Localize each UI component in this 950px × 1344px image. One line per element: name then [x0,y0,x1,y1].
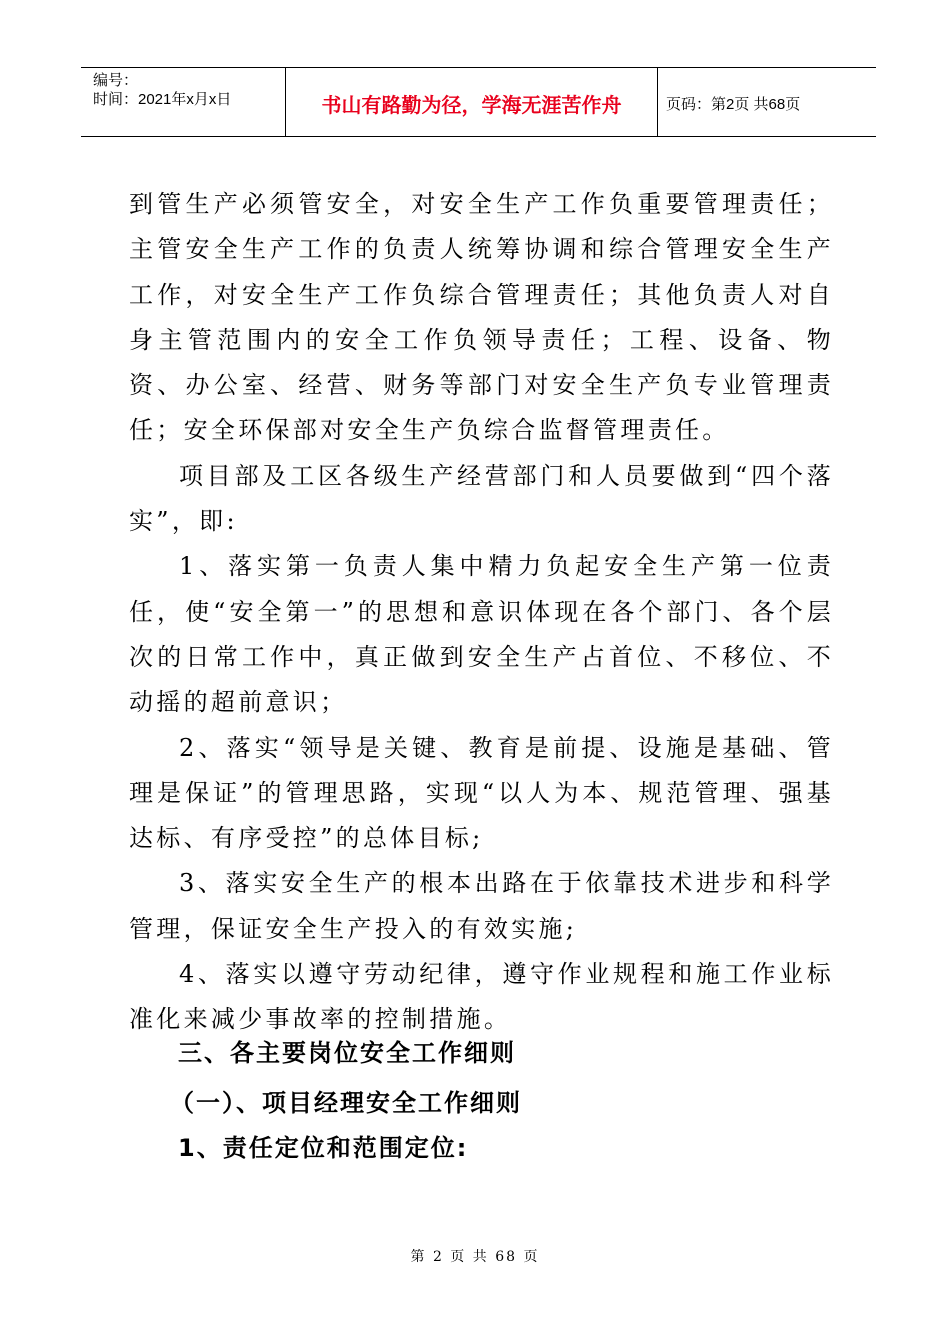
paragraph: 2、落实“领导是关键、教育是前提、设施是基础、管理是保证”的管理思路，实现“以人为本、规范管理、强基达标、有序受控”的总体目标; [129,733,834,853]
paragraph: 3、落实安全生产的根本出路在于依靠技术进步和科学管理，保证安全生产投入的有效实施; [129,869,834,943]
header-page-info: 页码：第2页 共68页 [666,95,801,113]
page-header [81,67,876,137]
header-meta [81,68,286,136]
section-heading: 三、各主要岗位安全工作细则 [178,1039,516,1067]
document-number-label: 编号： [93,72,139,89]
page-footer: 第 2 页 共 68 页 [410,1249,540,1265]
document-date: 时间：2021年x月x日 [93,91,232,108]
subsection-heading: （一）、项目经理安全工作细则 [170,1089,522,1117]
clause-heading: 1、责任定位和范围定位: [178,1134,469,1162]
header-motto: 书山有路勤为径，学海无涯苦作舟 [286,68,658,136]
paragraph: 到管生产必须管安全，对安全生产工作负重要管理责任；主管安全生产工作的负责人统筹协调和综合管理安全生产工作，对安全生产工作负综合管理责任；其他负责人对自身主管范围内的安全工作负领导责任；工程、设备、物资、办公室、经营、财务等部门对安全生产负专业管理责任；安全环保部对安全生产负综合监督管理责任。 [129,190,834,445]
document-body [129,182,834,1043]
paragraph: 4、落实以遵守劳动纪律，遵守作业规程和施工作业标准化来减少事故率的控制措施。 [129,960,834,1034]
paragraph: 项目部及工区各级生产经营部门和人员要做到“四个落实”，即: [129,461,834,536]
paragraph: 1、落实第一负责人集中精力负起安全生产第一位责任，使“安全第一”的思想和意识体现在各个部门、各个层次的日常工作中，真正做到安全生产占首位、不移位、不动摇的超前意识； [129,552,834,717]
